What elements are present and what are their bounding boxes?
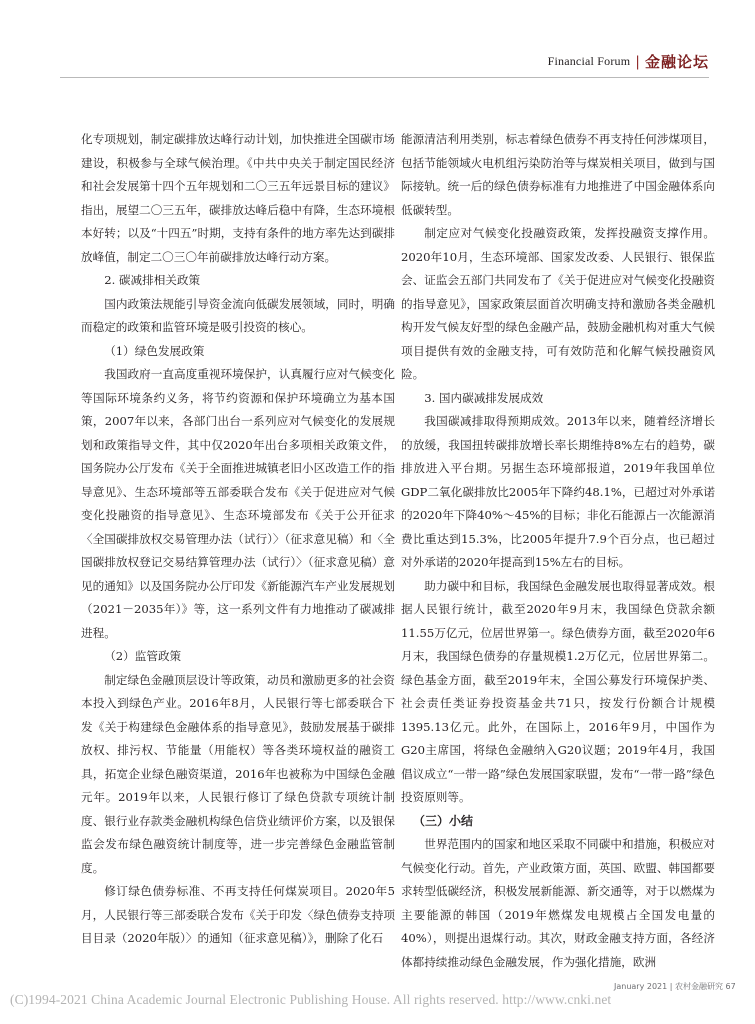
body-paragraph: 国内政策法规能引导资金流向低碳发展领域，同时，明确而稳定的政策和监管环境是吸引投资的核心。 — [81, 296, 395, 334]
subheading-domestic-results: 3. 国内碳减排发展成效 — [424, 390, 544, 405]
cnki-watermark: (C)1994-2021 China Academic Journal Electronic Publishing House. All rights reserved. http://www.cnki.net — [10, 992, 612, 1007]
subheading-green-policy: （1）绿色发展政策 — [104, 343, 205, 358]
left-column — [81, 128, 395, 951]
page-footer: January 2021 | 农村金融研究 67 — [614, 982, 736, 991]
body-paragraph: 世界范围内的国家和地区采取不同碳中和措施，积极应对气候变化行动。首先，产业政策方面，英国、欧盟、韩国都要求转型低碳经济，积极发展新能源、新交通等，对于以燃煤为主要能源的韩国（2019年燃煤发电规模占全国发电量的40%），则提出退煤行动。其次，财政金融支持方面，各经济体都持续推动绿色金融发展，作为强化措施，欧洲 — [401, 837, 715, 969]
body-paragraph: 制定应对气候变化投融资政策，发挥投融资支撑作用。2020年10月，生态环境部、国家发改委、人民银行、银保监会、证监会五部门共同发布了《关于促进应对气候变化投融资的指导意见》，国家政策层面首次明确支持和激励各类金融机构开发气候友好型的绿色金融产品，鼓励金融机构对重大气候项目提供有效的金融支持，可有效防范和化解气候投融资风险。 — [401, 226, 715, 381]
section-title-cn: 金融论坛 — [644, 53, 709, 71]
page-header — [548, 51, 709, 72]
left-continuation-paragraph: 化专项规划，制定碳排放达峰行动计划，加快推进全国碳市场建设，积极参与全球气候治理。《中共中央关于制定国民经济和社会发展第十四个五年规划和二〇三五年远景目标的建议》指出，展望二〇三五年，碳排放达峰后稳中有降，生态环境根本好转；以及“十四五”时期，支持有条件的地方率先达到碳排放峰值，制定二〇三〇年前碳排放达峰行动方案。 — [81, 132, 395, 264]
header-rule — [60, 77, 709, 78]
header-separator: | — [635, 53, 640, 70]
body-paragraph: 我国政府一直高度重视环境保护，认真履行应对气候变化等国际环境条约义务，将节约资源和保护环境确立为基本国策，2007年以来，各部门出台一系列应对气候变化的发展规划和政策指导文件，其中仅2020年出台多项相关政策文件，国务院办公厅发布《关于全面推进城镇老旧小区改造工作的指导意见》、生态环境部等五部委联合发布《关于促进应对气候变化投融资的指导意见》、生态环境部发布《关于公开征求〈全国碳排放权交易管理办法（试行）〉（征求意见稿）和〈全国碳排放权登记交易结算管理办法（试行）〉（征求意见稿）意见的通知》以及国务院办公厅印发《新能源汽车产业发展规划（2021－2035年）》等，这一系列文件有力地推动了碳减排进程。 — [81, 367, 395, 640]
subheading-carbon-policy: 2. 碳减排相关政策 — [104, 273, 201, 287]
journal-name-en: Financial Forum — [547, 54, 631, 68]
right-continuation-paragraph: 能源清洁利用类别，标志着绿色债券不再支持任何涉煤项目，包括节能领域火电机组污染防治等与煤炭相关项目，做到与国际接轨。统一后的绿色债券标准有力地推进了中国金融体系向低碳转型。 — [401, 132, 715, 217]
body-paragraph: 助力碳中和目标，我国绿色金融发展也取得显著成效。根据人民银行统计，截至2020年9月末，我国绿色贷款余额11.55万亿元，位居世界第一。绿色债券方面，截至2020年6月末，我国绿色债券的存量规模1.2万亿元，位居世界第二。绿色基金方面，截至2019年末，全国公募发行环境保护类、社会责任类证券投资基金共71只，按发行份额合计规模1395.13亿元。此外，在国际上，2016年9月，中国作为G20主席国，将绿色金融纳入G20议题；2019年4月，我国倡议成立“一带一路”绿色发展国家联盟，发布“一带一路”绿色投资原则等。 — [401, 578, 715, 804]
section-heading-summary: （三）小结 — [413, 813, 474, 828]
body-paragraph: 制定绿色金融顶层设计等政策，动员和激励更多的社会资本投入到绿色产业。2016年8月，人民银行等七部委联合下发《关于构建绿色金融体系的指导意见》，鼓励发展基于碳排放权、排污权、节能量（用能权）等各类环境权益的融资工具，拓宽企业绿色融资渠道，2016年也被称为中国绿色金融元年。2019年以来，人民银行修订了绿色贷款专项统计制度、银行业存款类金融机构绿色信贷业绩评价方案，以及银保监会发布绿色融资统计制度等，进一步完善绿色金融监管制度。 — [81, 672, 395, 875]
right-column — [401, 128, 715, 974]
body-paragraph: 修订绿色债券标准、不再支持任何煤炭项目。2020年5月，人民银行等三部委联合发布《关于印发〈绿色债券支持项目目录（2020年版）〉的通知（征求意见稿）》，删除了化石 — [81, 884, 395, 945]
body-paragraph: 我国碳减排取得预期成效。2013年以来，随着经济增长的放缓，我国扭转碳排放增长率长期维持8%左右的趋势，碳排放进入平台期。另据生态环境部报道，2019年我国单位GDP二氧化碳排放比2005年下降约48.1%，已超过对外承诺的2020年下降40%～45%的目标；非化石能源占一次能源消费比重达到15.3%，比2005年提升7.9个百分点，也已超过对外承诺的2020年提高到15%左右的目标。 — [401, 414, 715, 569]
subheading-regulatory-policy: （2）监管政策 — [104, 649, 182, 663]
